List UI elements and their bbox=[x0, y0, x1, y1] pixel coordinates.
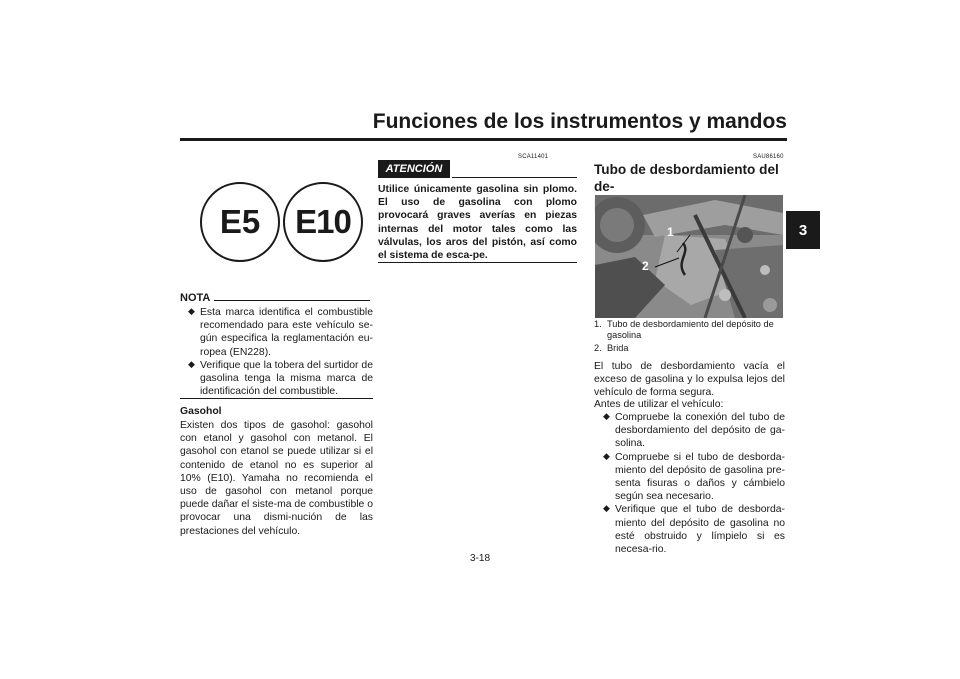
caption-text: Tubo de desbordamiento del depósito de gasolina bbox=[607, 319, 774, 340]
gasohol-text: Existen dos tipos de gasohol: gasohol con etanol y gasohol con metanol. El gasohol con etanol se puede utilizar si el contenido de etanol no es superior al 10% (E10). Yamaha no recomienda el uso de gasohol con metanol porque puede dañar el siste-ma de combustible o provocar una dismi-nución de las prestaciones del vehículo. bbox=[180, 420, 373, 537]
bullet-diamond-icon: ◆ bbox=[603, 411, 610, 421]
overflow-bullet-2: Compruebe si el tubo de desborda-miento del depósito de gasolina pre-senta fisuras o daños y cámbielo según sea necesario. bbox=[615, 451, 785, 503]
bullet-diamond-icon: ◆ bbox=[188, 358, 195, 369]
attention-text: Utilice únicamente gasolina sin plomo. El uso de gasolina con plomo provocará graves averías en piezas internas del motor tales como las válvulas, los aros del pistón, así como el sistema de esca-pe. bbox=[378, 184, 577, 262]
chapter-tab[interactable]: 3 bbox=[786, 211, 820, 249]
nota-rule bbox=[214, 300, 370, 301]
overflow-intro: El tubo de desbordamiento vacía el exceso de gasolina y lo expulsa lejos del vehículo de forma segura. bbox=[594, 361, 785, 399]
e5-fuel-badge: E5 bbox=[200, 182, 280, 262]
caption-item bbox=[594, 343, 786, 354]
caption-number: 1. bbox=[594, 319, 602, 329]
attention-code: SCA11401 bbox=[518, 154, 549, 160]
overflow-bullet-list bbox=[603, 411, 785, 556]
overflow-bullet-1: Compruebe la conexión del tubo de desbordamiento del depósito de ga-solina. bbox=[615, 412, 785, 450]
e10-fuel-badge: E10 bbox=[283, 182, 363, 262]
gasohol-heading: Gasohol bbox=[180, 406, 222, 417]
list-item bbox=[603, 503, 785, 556]
overflow-title-line1: Tubo de desbordamiento del de- bbox=[594, 162, 779, 194]
overflow-bullet-3: Verifique que el tubo de desborda-miento del depósito de gasolina no esté obstruido y límpielo si es necesa-rio. bbox=[615, 504, 785, 556]
bullet-diamond-icon: ◆ bbox=[603, 450, 610, 461]
list-item bbox=[188, 306, 373, 359]
nota-bullet-2: Verifique que la tobera del surtidor de gasolina tenga la misma marca de identificación del combustible. bbox=[200, 359, 373, 398]
list-item bbox=[188, 359, 373, 399]
list-item bbox=[603, 451, 785, 504]
attention-label: ATENCIÓN bbox=[378, 160, 450, 178]
callout-1: 1 bbox=[667, 225, 674, 239]
engine-photo bbox=[595, 195, 783, 318]
callout-2: 2 bbox=[642, 259, 649, 273]
bullet-diamond-icon: ◆ bbox=[188, 306, 195, 316]
nota-bullet-1: Esta marca identifica el combustible recomendado para este vehículo se-gún especifica la reglamentación eu-ropea (EN228). bbox=[200, 307, 373, 358]
nota-end-rule bbox=[180, 398, 373, 399]
page-title: Funciones de los instrumentos y mandos bbox=[372, 110, 787, 133]
attention-top-rule bbox=[452, 177, 577, 178]
overflow-before: Antes de utilizar el vehículo: bbox=[594, 399, 724, 410]
attention-bottom-rule bbox=[378, 262, 577, 263]
list-item bbox=[603, 411, 785, 451]
overflow-code: SAU86160 bbox=[753, 154, 784, 160]
engine-photo-illustration bbox=[595, 195, 783, 318]
caption-list bbox=[594, 319, 786, 354]
page-number: 3-18 bbox=[469, 553, 490, 564]
bullet-diamond-icon: ◆ bbox=[603, 503, 610, 514]
caption-item bbox=[594, 319, 786, 341]
caption-number: 2. bbox=[594, 343, 602, 353]
nota-heading: NOTA bbox=[180, 292, 211, 304]
caption-text: Brida bbox=[607, 343, 629, 353]
nota-list bbox=[188, 306, 373, 398]
header-rule bbox=[180, 138, 787, 141]
